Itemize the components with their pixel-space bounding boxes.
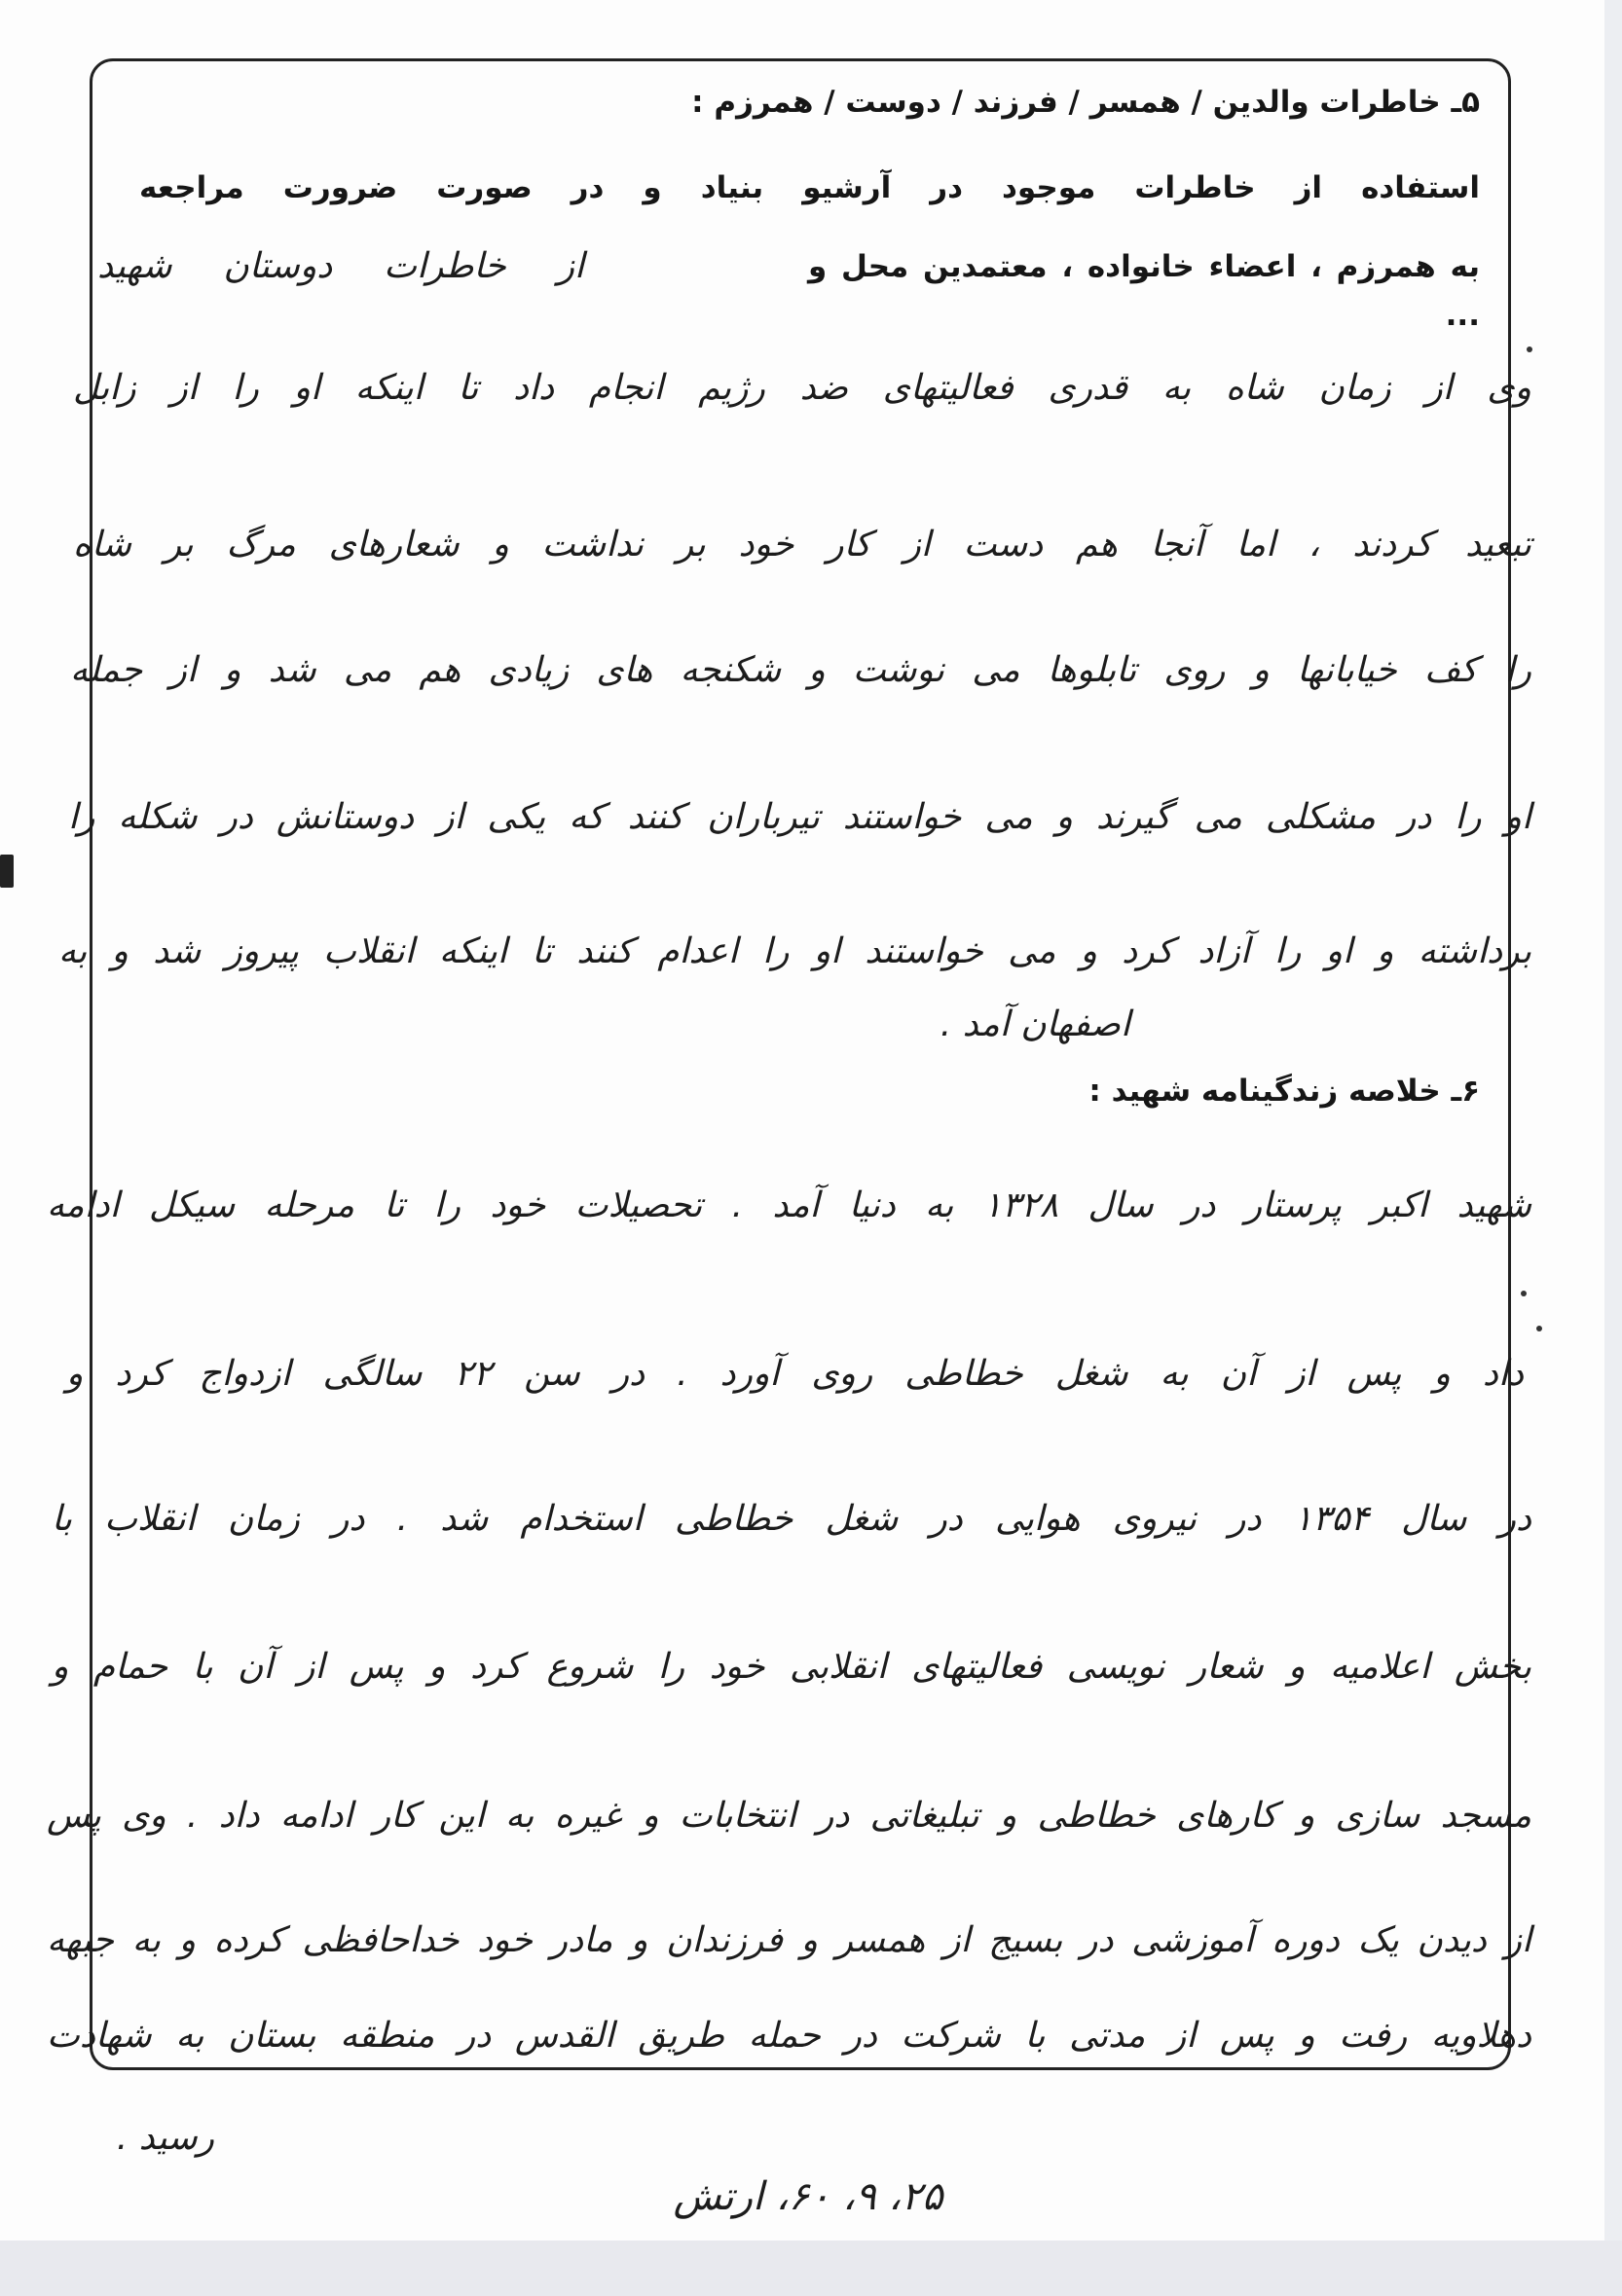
scan-edge-band [0,2241,1622,2296]
section-5-instruction-2: به همرزم ، اعضاء خانواده ، معتمدین محل و ... [808,249,1480,333]
handwritten-line: را کف خیابانها و روی تابلوها می نوشت و شکنجه های زیادی هم می شد و از جمله [70,650,1531,690]
handwritten-line: او را در مشکلی می گیرند و می خواستند تیرباران کنند که یکی از دوستانش در شکله را [68,797,1531,837]
handwritten-note: از خاطرات دوستان شهید [97,246,584,286]
handwritten-line: داد و پس از آن به شغل خطاطی روی آورد . در سن ۲۲ سالگی ازدواج کرد و [66,1354,1524,1394]
handwritten-line: وی از زمان شاه به قدری فعالیتهای ضد رژیم انجام داد تا اینکه او را از زابل [73,368,1531,408]
handwritten-line: دهلاویه رفت و پس از مدتی با شرکت در حمله طریق القدس در منطقه بستان به شهادت [47,2016,1531,2056]
handwritten-line: از دیدن یک دوره آموزشی در بسیج از همسر و فرزندان و مادر خود خداحافظی کرده و به جبهه [47,1920,1531,1960]
handwritten-line: اصفهان آمد . [940,1004,1130,1044]
pen-dot [1527,346,1532,352]
section-6-heading: ۶ـ خلاصه زندگینامه شهید : [1088,1074,1480,1109]
handwritten-line: برداشته و او را آزاد کرد و می خواستند او را اعدام کنند تا اینکه انقلاب پیروز شد و به [58,931,1531,971]
handwritten-continuation: رسید . [116,2118,214,2158]
scan-edge-mark [0,855,14,888]
handwritten-line: تبعید کردند ، اما آنجا هم دست از کار خود بر نداشت و شعارهای مرگ بر شاه [73,525,1531,565]
handwritten-line: بخش اعلامیه و شعار نویسی فعالیتهای انقلابی خود را شروع کرد و پس از آن با حمام و [52,1647,1531,1687]
handwritten-line: شهید اکبر پرستار در سال ۱۳۲۸ به دنیا آمد . تحصیلات خود را تا مرحله سیکل ادامه [47,1185,1531,1225]
pen-dot [1521,1291,1527,1296]
section-5-heading: ۵ـ خاطرات والدین / همسر / فرزند / دوست / همرزم : [691,85,1480,120]
pen-dot [1536,1326,1542,1331]
scan-edge-strip [1604,0,1622,2241]
handwritten-line: مسجد سازی و کارهای خطاطی و تبلیغاتی در انتخابات و غیره به این کار ادامه داد . وی پس [47,1796,1531,1836]
handwritten-line: در سال ۱۳۵۴ در نیروی هوایی در شغل خطاطی استخدام شد . در زمان انقلاب با [52,1499,1531,1539]
section-5-instruction-1: استفاده از خاطرات موجود در آرشیو بنیاد و در صورت ضرورت مراجعه [139,170,1480,205]
handwritten-date: ۲۵، ۹، ۶۰، ارتش [673,2174,943,2219]
